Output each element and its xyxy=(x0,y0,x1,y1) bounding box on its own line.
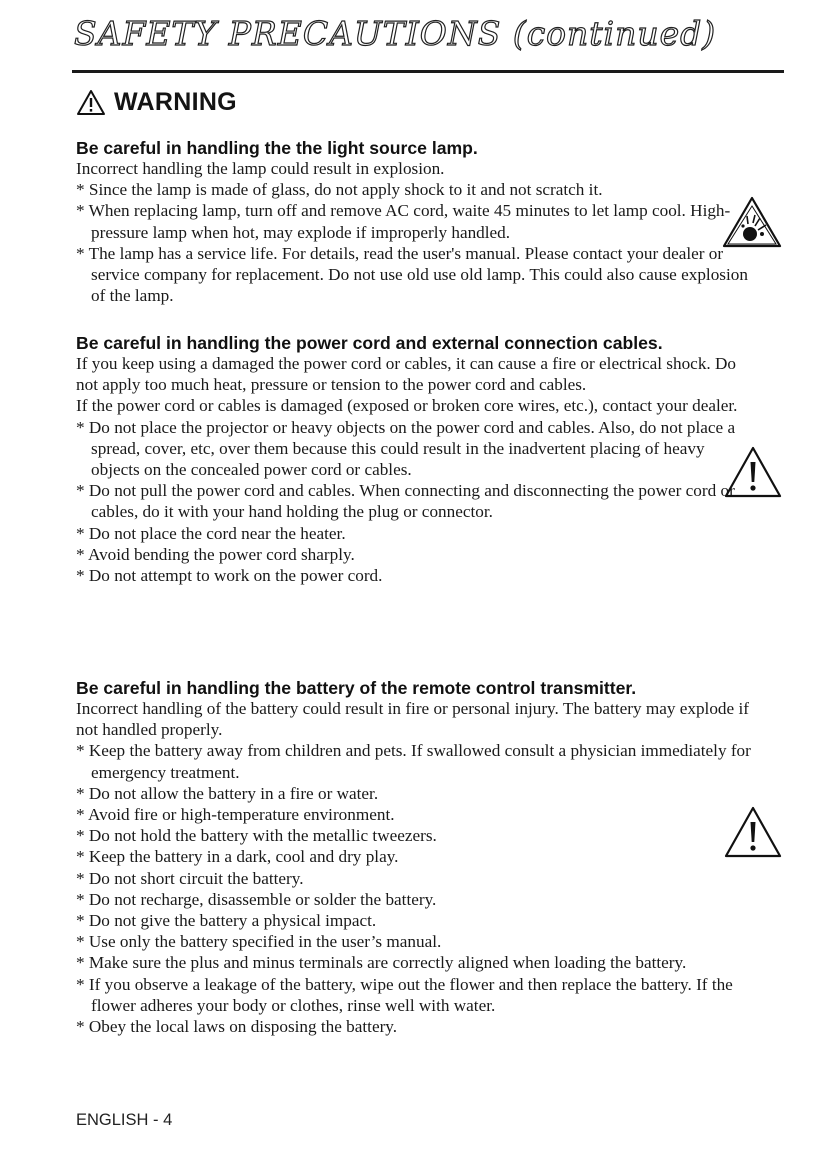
section-intro: If the power cord or cables is damaged (exposed or broken core wires, etc.), contact your dealer. xyxy=(76,396,738,416)
list-item: * Do not hold the battery with the metallic tweezers. xyxy=(76,825,756,846)
section-title: Be careful in handling the power cord and external connection cables. xyxy=(76,333,663,353)
page-number: ENGLISH - 4 xyxy=(76,1111,173,1129)
list-item: * Since the lamp is made of glass, do not apply shock to it and not scratch it. xyxy=(76,179,756,200)
list-item: * Avoid bending the power cord sharply. xyxy=(76,544,756,565)
list-item: * Do not short circuit the battery. xyxy=(76,868,756,889)
section-title: Be careful in handling the battery of the remote control transmitter. xyxy=(76,678,637,698)
list-item: * When replacing lamp, turn off and remove AC cord, waite 45 minutes to let lamp cool. High-pressure lamp when hot, may explode if improperly handled. xyxy=(76,200,756,242)
section-intro: Incorrect handling of the battery could result in fire or personal injury. The battery may explode if not handled properly. xyxy=(76,699,749,740)
section-power-cord xyxy=(76,333,756,586)
bullet-list xyxy=(76,740,756,1037)
list-item: * The lamp has a service life. For details, read the user's manual. Please contact your dealer or service company for replacement. Do not use old use old lamp. This could also cause explosion of the lamp. xyxy=(76,243,756,307)
caution-triangle-icon xyxy=(724,446,782,498)
title-divider xyxy=(72,70,784,73)
list-item: * Do not recharge, disassemble or solder the battery. xyxy=(76,889,756,910)
list-item: * Do not attempt to work on the power cord. xyxy=(76,565,756,586)
list-item: * Keep the battery away from children and pets. If swallowed consult a physician immediately for emergency treatment. xyxy=(76,740,756,782)
section-lamp xyxy=(76,138,756,306)
list-item: * Use only the battery specified in the user’s manual. xyxy=(76,931,756,952)
section-title: Be careful in handling the the light source lamp. xyxy=(76,138,478,158)
list-item: * Make sure the plus and minus terminals are correctly aligned when loading the battery. xyxy=(76,952,756,973)
list-item: * Do not place the projector or heavy objects on the power cord and cables. Also, do not place a spread, cover, etc, over them because this could result in the inadvertent placing of heavy objects on the concealed power cord or cables. xyxy=(76,417,756,481)
section-battery xyxy=(76,678,756,1037)
warning-heading xyxy=(76,88,237,117)
list-item: * Obey the local laws on disposing the battery. xyxy=(76,1016,756,1037)
section-intro: If you keep using a damaged the power cord or cables, it can cause a fire or electrical shock. Do not apply too much heat, pressure or tension to the power cord and cables. xyxy=(76,354,737,395)
warning-label: WARNING xyxy=(114,88,237,116)
explosion-warning-icon xyxy=(722,196,782,248)
list-item: * Do not place the cord near the heater. xyxy=(76,523,756,544)
list-item: * Do not give the battery a physical impact. xyxy=(76,910,756,931)
section-intro: Incorrect handling the lamp could result in explosion. xyxy=(76,159,445,178)
warning-triangle-icon xyxy=(76,89,106,116)
list-item: * Do not allow the battery in a fire or water. xyxy=(76,783,756,804)
bullet-list xyxy=(76,179,756,306)
list-item: * Avoid fire or high-temperature environment. xyxy=(76,804,756,825)
bullet-list xyxy=(76,417,756,587)
list-item: * If you observe a leakage of the battery, wipe out the flower and then replace the battery. If the flower adheres your body or clothes, rinse well with water. xyxy=(76,974,756,1016)
page-title: SAFETY PRECAUTIONS (continued) xyxy=(74,14,717,53)
list-item: * Do not pull the power cord and cables. When connecting and disconnecting the power cord or cables, do it with your hand holding the plug or connector. xyxy=(76,480,756,522)
list-item: * Keep the battery in a dark, cool and dry play. xyxy=(76,846,756,867)
caution-triangle-icon xyxy=(724,806,782,858)
